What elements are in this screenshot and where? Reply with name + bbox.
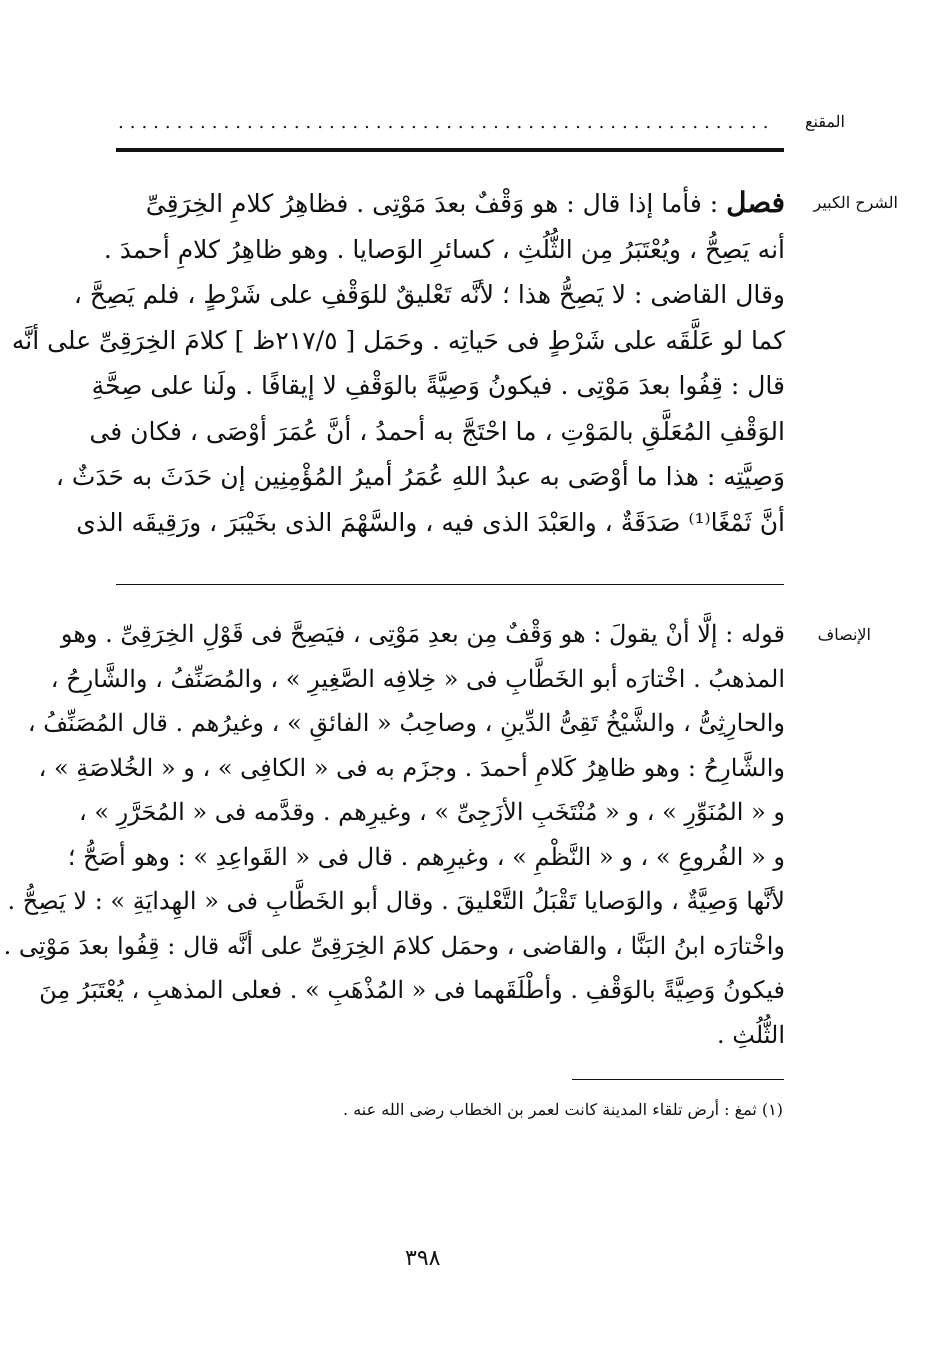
text-line: فصل : فأما إذا قال : هو وَقْفٌ بعدَ مَوْتِى . فظاهِرُ كلامِ الخِرَقِىِّ [145, 186, 785, 219]
text-line: واخْتارَه ابنُ البَنَّا ، والقاضى ، وحمَل كلامَ الخِرَقِىِّ على أنَّه قال : قِفُوا بعدَ مَوْتِى . [3, 931, 785, 960]
text-line: و « المُنَوِّرِ » ، و « مُنْتَخَبِ الأزَجِىِّ » ، وغيرِهم . وقدَّمه فى « المُحَرَّرِ » ، [78, 798, 785, 826]
text-line: الوَقْفِ المُعَلَّقِ بالمَوْتِ ، ما احْتَجَّ به أحمدُ ، أنَّ عُمَرَ أوْصَى ، فكان فى [89, 416, 785, 446]
header-dotted-leader: ........................................................ [118, 112, 775, 133]
text-line: والحارِثِىُّ ، والشَّيْخُ تَقِىُّ الدِّينِ ، وصاحِبُ « الفائقِ » ، وغيرُهم . قال المُصَنِّفُ ، [27, 709, 785, 737]
sharh-text-block [11, 180, 785, 545]
text-line: أنه يَصِحُّ ، ويُعْتَبَرُ مِن الثُّلُثِ ، كسائرِ الوَصايا . وهو ظاهِرُ كلامِ أحمدَ . [103, 234, 785, 264]
footnote-rule [572, 1079, 784, 1080]
text-line: وقال القاضى : لا يَصِحُّ هذا ؛ لأنَّه تَعْليقٌ للوَقْفِ على شَرْطٍ ، فلم يَصِحَّ ، [73, 280, 785, 309]
text-line: و « الفُروعِ » ، و « النَّظْمِ » ، وغيرِهم . قال فى « القَواعِدِ » : وهو أصَحُّ ؛ [67, 842, 785, 871]
running-header-title: المقنع [804, 112, 845, 131]
text-line: وَصِيَّتِه : هذا ما أوْصَى به عبدُ اللهِ عُمَرُ أميرُ المُؤْمِنِين إن حَدَثَ به حَدَثٌ ، [55, 462, 785, 491]
text-line: أنَّ ثَمْغًا⁽¹⁾ صَدَقَةٌ ، والعَبْدَ الذى فيه ، والسَّهْمَ الذى بخَيْبَرَ ، ورَقِيقَه الذى [76, 507, 785, 537]
text-line: قوله : إلَّا أنْ يقولَ : هو وَقْفٌ مِن بعدِ مَوْتِى ، فيَصِحَّ فى قَوْلِ الخِرَقِىِّ . وهو [60, 620, 785, 648]
insaf-text-block [3, 612, 785, 1057]
text-line: كما لو عَلَّقَه على شَرْطٍ فى حَياتِه . وحَمَل [ ٢١٧/٥ظ ] كلامَ الخِرَقِىِّ على أنَّه [11, 325, 785, 355]
section-lead-word: فصل [726, 186, 785, 219]
margin-label-sharh: الشرح الكبير [813, 193, 898, 212]
section-divider [116, 584, 784, 585]
text-line: لأنَّها وَصِيَّةٌ ، والوَصايا تَقْبَلُ التَّعْليقَ . وقال أبو الخَطَّابِ فى « الهِدايَةِ » : لا يَصِحُّ . [7, 887, 785, 915]
header-rule [116, 148, 784, 152]
text-line: قال : قِفُوا بعدَ مَوْتِى . فيكونُ وَصِيَّةً بالوَقْفِ لا إيقافًا . ولَنا على صِحَّةِ [91, 371, 785, 400]
page-number: ٣٩٨ [405, 1246, 441, 1271]
text-line: المذهبُ . اخْتارَه أبو الخَطَّابِ فى « خِلافِه الصَّغِيرِ » ، والمُصَنِّفُ ، والشَّارِحُ ، [50, 664, 785, 693]
margin-label-insaf: الإنصاف [817, 625, 871, 644]
text-line: فيكونُ وَصِيَّةً بالوَقْفِ . وأطْلَقَهما فى « المُذْهَبِ » . فعلى المذهبِ ، يُعْتَبَرُ مِنَ [39, 976, 785, 1004]
footnote: (١) ثمغ : أرض تلقاء المدينة كانت لعمر بن الخطاب رضى الله عنه . [343, 1100, 783, 1119]
text-line: والشَّارِحُ : وهو ظاهِرُ كَلامِ أحمدَ . وجزَم به فى « الكافِى » ، و « الخُلاصَةِ » ، [38, 753, 785, 782]
text-line: الثُّلُثِ . [717, 1020, 785, 1049]
